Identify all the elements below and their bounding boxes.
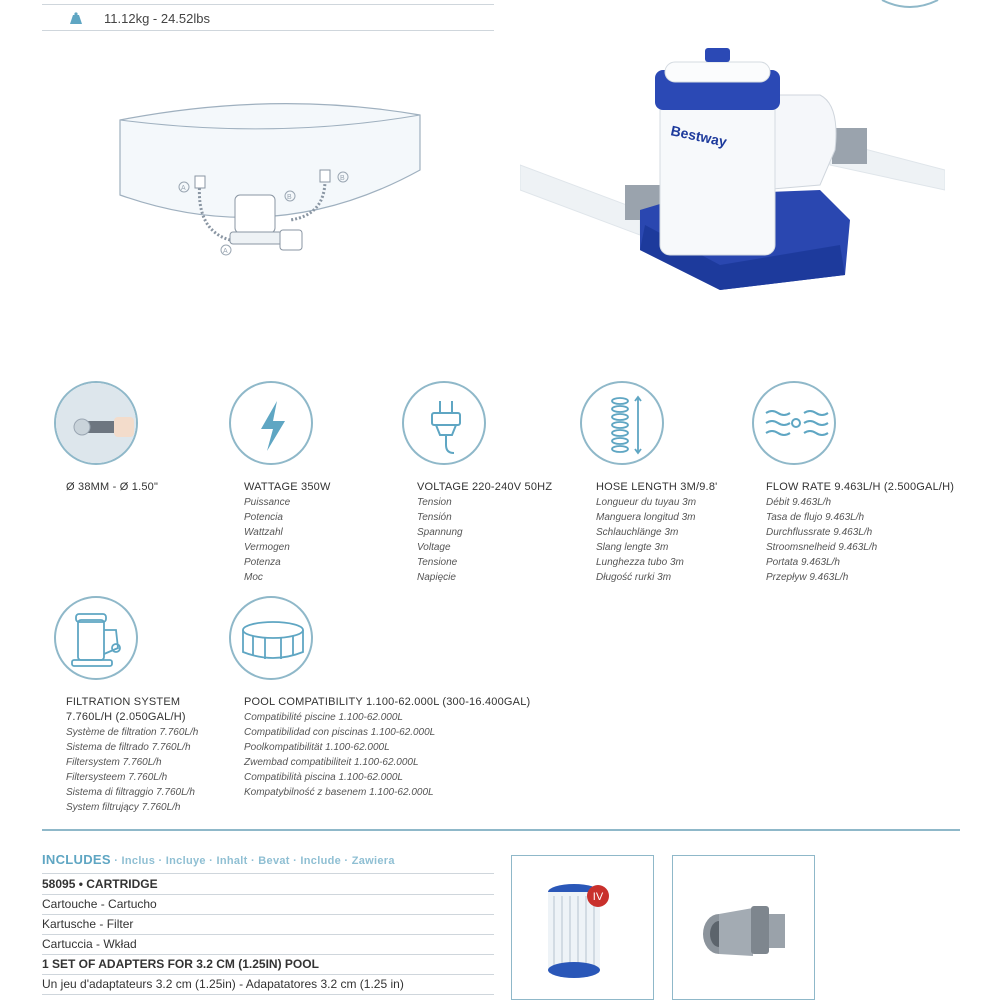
diagram-label-a: A	[223, 248, 228, 255]
feature-title: WATTAGE 350W	[244, 481, 331, 493]
feature-line: Poolkompatibilität 1.100-62.000L	[244, 742, 390, 753]
feature-title: HOSE LENGTH 3M/9.8'	[596, 481, 718, 493]
feature-hose-length	[596, 480, 717, 585]
feature-line: Wattzahl	[244, 527, 283, 538]
hose-connector-icon	[54, 381, 138, 465]
feature-filtration	[66, 695, 198, 815]
section-divider	[42, 829, 960, 831]
diagram-label-a: A	[181, 185, 186, 192]
feature-line: Kompatybilność z basenem 1.100-62.000L	[244, 787, 434, 798]
feature-line: Sistema de filtrado 7.760L/h	[66, 742, 191, 753]
feature-line: Stroomsnelheid 9.463L/h	[766, 542, 878, 553]
feature-line: Spannung	[417, 527, 463, 538]
feature-diameter	[66, 480, 158, 495]
divider	[42, 994, 494, 995]
installation-diagram	[110, 100, 440, 270]
diagram-label-b: B	[340, 175, 345, 182]
includes-subtitle: · Inclus · Incluye · Inhalt · Bevat · Include · Zawiera	[110, 855, 395, 867]
filter-pump-icon	[54, 596, 138, 680]
includes-row-text: 1 SET OF ADAPTERS FOR 3.2 CM (1.25IN) POOL	[42, 957, 319, 971]
includes-row	[42, 914, 494, 934]
feature-line: Portata 9.463L/h	[766, 557, 840, 568]
pool-icon	[229, 596, 313, 680]
includes-row	[42, 874, 494, 894]
feature-line: Vermogen	[244, 542, 290, 553]
cartridge-badge: IV	[592, 891, 604, 903]
plug-icon	[402, 381, 486, 465]
divider	[42, 4, 494, 5]
feature-voltage	[417, 480, 552, 585]
includes-row	[42, 954, 494, 974]
divider	[42, 30, 494, 31]
feature-line: Tensión	[417, 512, 452, 523]
feature-line: Manguera longitud 3m	[596, 512, 696, 523]
feature-pool-compatibility	[244, 695, 530, 800]
feature-line: Długość rurki 3m	[596, 572, 672, 583]
feature-line: Napięcie	[417, 572, 456, 583]
feature-line: Sistema di filtraggio 7.760L/h	[66, 787, 195, 798]
feature-line: Filtersystem 7.760L/h	[66, 757, 162, 768]
includes-row-text: Un jeu d'adaptateurs 3.2 cm (1.25in) - Adapatatores 3.2 cm (1.25 in)	[42, 977, 404, 991]
feature-title: FLOW RATE 9.463L/H (2.500GAL/H)	[766, 481, 955, 493]
feature-line: Compatibilità piscina 1.100-62.000L	[244, 772, 403, 783]
includes-row-text: Cartouche - Cartucho	[42, 897, 157, 911]
feature-title: POOL COMPATIBILITY 1.100-62.000L (300-16.400GAL)	[244, 696, 531, 708]
includes-row	[42, 934, 494, 954]
includes-row-text: Cartuccia - Wkład	[42, 937, 137, 951]
adapter-image-box	[672, 855, 815, 1000]
includes-title: INCLUDES	[42, 852, 111, 867]
feature-line: Przepływ 9.463L/h	[766, 572, 849, 583]
feature-line: Lunghezza tubo 3m	[596, 557, 684, 568]
hose-coil-icon	[580, 381, 664, 465]
feature-line: Zwembad compatibiliteit 1.100-62.000L	[244, 757, 419, 768]
feature-line: Compatibilidad con piscinas 1.100-62.000L	[244, 727, 436, 738]
includes-row-text: Kartusche - Filter	[42, 917, 134, 931]
brand-logo: Bestway	[669, 122, 729, 150]
feature-line: Durchflussrate 9.463L/h	[766, 527, 873, 538]
partial-badge	[880, 0, 940, 10]
lightning-icon	[229, 381, 313, 465]
feature-line: Tasa de flujo 9.463L/h	[766, 512, 865, 523]
weight-text: 11.12kg - 24.52lbs	[104, 11, 210, 26]
feature-title-2: 7.760L/H (2.050GAL/H)	[66, 711, 186, 723]
includes-heading	[42, 852, 395, 867]
weight-icon	[69, 12, 83, 24]
feature-line: Longueur du tuyau 3m	[596, 497, 697, 508]
feature-line: Système de filtration 7.760L/h	[66, 727, 199, 738]
feature-line: Compatibilité piscine 1.100-62.000L	[244, 712, 403, 723]
feature-line: Débit 9.463L/h	[766, 497, 832, 508]
feature-line: Tensione	[417, 557, 458, 568]
feature-line: System filtrujący 7.760L/h	[66, 802, 181, 813]
feature-line: Potencia	[244, 512, 283, 523]
includes-row	[42, 974, 494, 994]
feature-flow-rate	[766, 480, 954, 585]
feature-title: Ø 38MM - Ø 1.50"	[66, 481, 159, 493]
feature-line: Puissance	[244, 497, 291, 508]
feature-line: Slang lengte 3m	[596, 542, 669, 553]
feature-title: VOLTAGE 220-240V 50HZ	[417, 481, 553, 493]
adapter-image	[673, 856, 813, 998]
includes-row-text: 58095 • CARTRIDGE	[42, 877, 158, 891]
cartridge-image	[512, 856, 652, 998]
includes-row	[42, 894, 494, 914]
feature-line: Schlauchlänge 3m	[596, 527, 679, 538]
feature-line: Filtersysteem 7.760L/h	[66, 772, 168, 783]
feature-line: Voltage	[417, 542, 451, 553]
feature-line: Moc	[244, 572, 263, 583]
water-flow-icon	[752, 381, 836, 465]
feature-wattage	[244, 480, 331, 585]
feature-line: Tension	[417, 497, 452, 508]
feature-title: FILTRATION SYSTEM	[66, 696, 181, 708]
feature-line: Potenza	[244, 557, 281, 568]
diagram-label-b: B	[287, 194, 292, 201]
cartridge-image-box	[511, 855, 654, 1000]
product-image	[520, 40, 945, 300]
